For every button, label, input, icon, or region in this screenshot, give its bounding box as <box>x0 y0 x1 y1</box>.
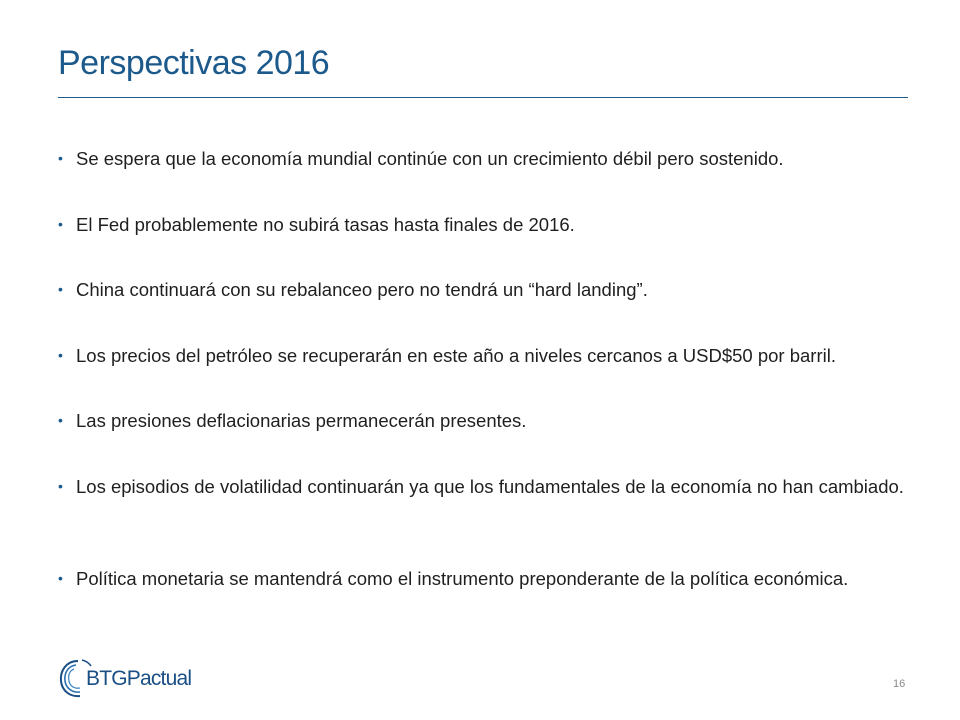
bullet-item <box>58 146 784 172</box>
bullet-dot-icon: • <box>58 412 63 428</box>
bullet-text: Política monetaria se mantendrá como el instrumento preponderante de la política económica. <box>76 568 849 589</box>
bullet-dot-icon: • <box>58 570 63 586</box>
title-divider <box>58 97 908 98</box>
bullet-dot-icon: • <box>58 347 63 363</box>
bullet-text: Los episodios de volatilidad continuarán ya que los fundamentales de la economía no han cambiado. <box>76 476 904 497</box>
bullet-item <box>58 408 526 434</box>
bullet-item <box>58 212 575 238</box>
bullet-item <box>58 277 648 303</box>
slide-title: Perspectivas 2016 <box>58 44 330 82</box>
bullet-text: China continuará con su rebalanceo pero no tendrá un “hard landing”. <box>76 279 648 300</box>
bullet-text: El Fed probablemente no subirá tasas hasta finales de 2016. <box>76 214 575 235</box>
bullet-item <box>58 343 836 369</box>
bullet-item <box>58 566 848 592</box>
bullet-dot-icon: • <box>58 216 63 232</box>
bullet-dot-icon: • <box>58 478 63 494</box>
bullet-item <box>58 474 916 500</box>
bullet-text: Se espera que la economía mundial continúe con un crecimiento débil pero sostenido. <box>76 148 784 169</box>
bullet-text: Las presiones deflacionarias permanecerán presentes. <box>76 410 527 431</box>
bullet-text: Los precios del petróleo se recuperarán en este año a niveles cercanos a USD$50 por barril. <box>76 345 836 366</box>
bullet-dot-icon: • <box>58 281 63 297</box>
bullet-dot-icon: • <box>58 150 63 166</box>
logo-text: BTGPactual <box>86 667 192 690</box>
company-logo <box>56 655 216 703</box>
page-number: 16 <box>893 678 906 690</box>
